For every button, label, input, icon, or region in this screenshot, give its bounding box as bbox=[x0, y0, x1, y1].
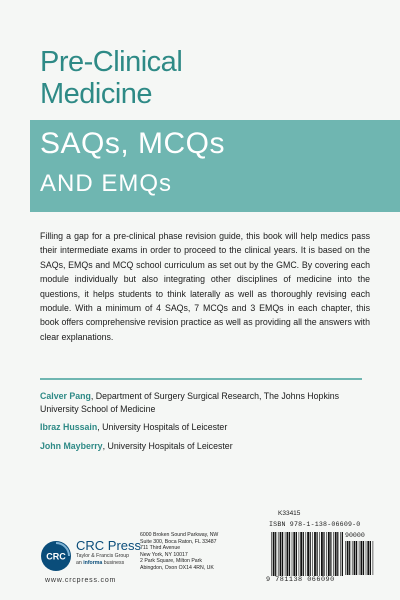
barcode-bar bbox=[340, 532, 341, 576]
barcode-bar bbox=[307, 532, 309, 576]
publisher-group-line: Taylor & Francis Group bbox=[76, 553, 130, 559]
subtitle-line-2: AND EMQs bbox=[40, 170, 173, 197]
barcode-bar bbox=[347, 541, 349, 575]
barcode-bar bbox=[328, 532, 330, 576]
crc-press-logo bbox=[40, 540, 72, 572]
barcode-bar bbox=[319, 532, 320, 576]
barcode-bar bbox=[366, 541, 367, 575]
barcode-bar bbox=[285, 532, 286, 576]
price-code: 90000 bbox=[345, 532, 365, 539]
author-name: John Mayberry bbox=[40, 440, 103, 451]
barcode-bar bbox=[363, 541, 364, 575]
author-entry bbox=[40, 421, 370, 434]
address-line: Abingdon, Oxon OX14 4RN, UK bbox=[140, 564, 214, 571]
logo-text: CRC bbox=[46, 551, 66, 562]
barcode-bar bbox=[287, 532, 289, 576]
k-number: K33415 bbox=[278, 510, 301, 517]
publisher-group bbox=[76, 553, 129, 566]
author-name: Ibraz Hussain bbox=[40, 422, 98, 432]
barcode-bar bbox=[370, 541, 371, 575]
address-line: 2 Park Square, Milton Park bbox=[140, 558, 202, 565]
author-entry bbox=[40, 440, 370, 453]
publisher-url: www.crcpress.com bbox=[45, 577, 117, 584]
barcode-bar bbox=[317, 532, 318, 576]
author-affiliation: , University Hospitals of Leicester bbox=[102, 440, 233, 451]
address-line: New York, NY 10017 bbox=[140, 551, 188, 558]
book-description: Filling a gap for a pre-clinical phase revision guide, this book will help medics pass their intermediate exams in order to proceed to the clinical years. It is based on the SAQs, EMQs and MCQ school curriculum as set out by the GMC. By covering each module individually but also integrating other disciplines of medicine into the questions, it helps students to think laterally as well as thoroughly revising each module. With a minimum of 4 SAQs, 7 MCQs and 3 EMQs in each chapter, this book offers comprehensive revision practice as well as providing all the answers with clear explanations. bbox=[40, 231, 370, 342]
barcode-bar bbox=[323, 532, 324, 576]
address-line: 6000 Broken Sound Parkway, NW bbox=[140, 532, 219, 538]
group-informa: informa bbox=[83, 559, 103, 566]
barcode-bar bbox=[275, 532, 276, 576]
publisher-group-line-2 bbox=[76, 560, 129, 567]
barcode-bar bbox=[282, 532, 283, 576]
title-line-1: Pre-Clinical bbox=[40, 46, 183, 78]
book-title bbox=[40, 46, 182, 110]
barcode-bar bbox=[278, 532, 279, 576]
barcode-bar bbox=[273, 532, 275, 576]
barcode-bar bbox=[352, 541, 353, 575]
author-list bbox=[40, 390, 370, 458]
subtitle-line-1: SAQs, MCQs bbox=[40, 127, 226, 160]
barcode-bar bbox=[292, 532, 293, 576]
barcode-bar bbox=[367, 541, 369, 575]
publisher-addresses bbox=[140, 532, 218, 572]
author-affiliation: , University Hospitals of Leicester bbox=[97, 422, 228, 432]
barcode-bar bbox=[321, 532, 323, 576]
barcode-bar bbox=[299, 532, 300, 576]
barcode-bar bbox=[337, 532, 338, 576]
barcode-bar bbox=[354, 541, 356, 575]
barcode-bar bbox=[289, 532, 290, 576]
barcode-bar bbox=[312, 532, 313, 576]
address-line: Suite 300, Boca Raton, FL 33487 bbox=[140, 538, 217, 545]
barcode-bar bbox=[359, 541, 360, 575]
author-entry bbox=[40, 390, 370, 415]
publisher-name: CRC Press bbox=[76, 538, 142, 553]
barcode-bar bbox=[335, 532, 337, 576]
barcode-bar bbox=[330, 532, 331, 576]
section-divider bbox=[40, 378, 362, 380]
author-affiliation: , Department of Surgery Surgical Research, The Johns Hopkins University School of Medicine bbox=[40, 391, 340, 414]
book-subtitle bbox=[40, 124, 225, 204]
barcode-bar bbox=[314, 532, 316, 576]
group-prefix: an bbox=[76, 559, 84, 566]
barcode-bar bbox=[310, 532, 311, 576]
barcode-bar bbox=[303, 532, 304, 576]
barcode-bar bbox=[326, 532, 327, 576]
barcode-bar bbox=[271, 532, 272, 576]
barcode-bar bbox=[300, 532, 302, 576]
title-line-2: Medicine bbox=[40, 78, 153, 110]
address-line: 711 Third Avenue bbox=[140, 545, 181, 552]
isbn-barcode bbox=[271, 532, 343, 576]
group-suffix: business bbox=[102, 559, 125, 566]
barcode-bar bbox=[293, 532, 295, 576]
barcode-bar bbox=[345, 541, 346, 575]
barcode-digits: 9 781138 066090 bbox=[266, 576, 335, 584]
barcode-bar bbox=[333, 532, 334, 576]
author-name: Calver Pang bbox=[40, 391, 91, 401]
isbn-label: ISBN 978-1-138-06609-0 bbox=[269, 521, 361, 528]
barcode-bar bbox=[306, 532, 307, 576]
barcode-bar bbox=[356, 541, 357, 575]
barcode-bar bbox=[373, 541, 374, 575]
barcode-bar bbox=[349, 541, 350, 575]
barcode-bar bbox=[342, 532, 343, 576]
price-barcode bbox=[345, 541, 375, 575]
barcode-bar bbox=[361, 541, 363, 575]
barcode-bar bbox=[296, 532, 297, 576]
barcode-bar bbox=[280, 532, 282, 576]
